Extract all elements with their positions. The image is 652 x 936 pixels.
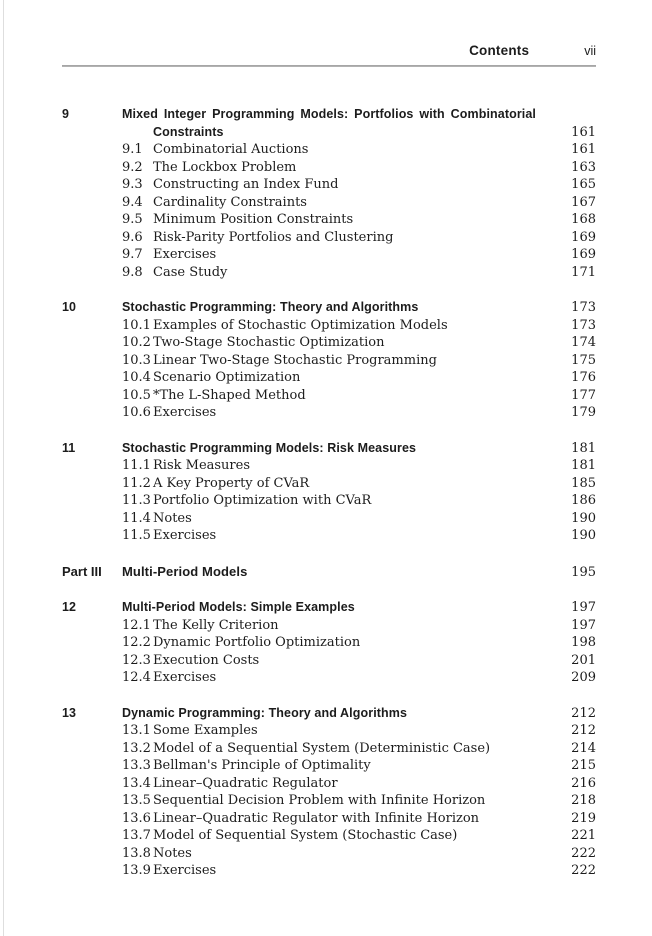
toc-section-row (62, 862, 596, 880)
section-number: 10.1 (122, 317, 151, 333)
section-number: 9.4 (122, 194, 143, 210)
toc-section-row (62, 775, 596, 793)
toc-section-row (62, 827, 596, 845)
section-title: Bellman's Principle of Optimality (153, 758, 371, 773)
toc-section-row (62, 492, 596, 510)
section-number: 13.1 (122, 723, 151, 738)
section-title: Sequential Decision Problem with Infinite Horizon (153, 793, 486, 808)
toc-section-row (62, 194, 596, 212)
part-label: Part III (62, 563, 102, 579)
section-page-number: 161 (571, 142, 596, 157)
toc-section-row (62, 246, 596, 264)
section-page-number: 169 (571, 247, 596, 262)
toc-section-row (62, 757, 596, 775)
section-title: Minimum Position Constraints (153, 212, 354, 227)
section-title: Exercises (153, 863, 217, 878)
chapter-title: Dynamic Programming: Theory and Algorithms (122, 705, 408, 720)
toc-chapter-heading-row (62, 440, 596, 458)
section-page-number: 185 (571, 475, 596, 491)
section-title: Exercises (153, 670, 217, 685)
section-number: 13.3 (122, 758, 151, 773)
toc-section-row (62, 475, 596, 493)
section-page-number: 165 (571, 177, 596, 192)
chapter-number: 12 (62, 600, 76, 614)
chapter-page-number: 197 (571, 600, 596, 615)
section-number: 9.8 (122, 264, 143, 280)
chapter-page-number: 161 (571, 124, 596, 140)
running-head-folio: vii (584, 44, 596, 58)
section-page-number: 175 (571, 352, 596, 368)
toc-section-row (62, 387, 596, 405)
chapter-page-number: 181 (571, 440, 596, 456)
section-number: 11.1 (122, 458, 151, 473)
section-page-number: 222 (571, 845, 596, 861)
part-title: Multi-Period Models (122, 563, 248, 579)
section-number: 9.6 (122, 229, 143, 245)
toc-section-row (62, 159, 596, 177)
section-number: 12.3 (122, 652, 151, 668)
section-number: 13.4 (122, 775, 151, 791)
part-page-number: 195 (571, 564, 596, 580)
toc-chapter-heading-row (62, 599, 596, 617)
section-title: Linear–Quadratic Regulator with Infinite Horizon (153, 810, 480, 826)
toc-section-row (62, 740, 596, 758)
section-page-number: 181 (571, 458, 596, 473)
section-title: Linear–Quadratic Regulator (153, 775, 338, 791)
table-of-contents (62, 106, 596, 880)
chapter-title-line-2: Constraints (153, 124, 224, 139)
section-page-number: 173 (571, 317, 596, 333)
section-page-number: 169 (571, 229, 596, 245)
section-number: 11.2 (122, 475, 151, 491)
toc-section-row (62, 669, 596, 687)
section-title: The Kelly Criterion (153, 617, 279, 633)
section-page-number: 219 (571, 810, 596, 826)
toc-section-row (62, 457, 596, 475)
section-title: Notes (153, 510, 192, 526)
section-title: The Lockbox Problem (153, 159, 297, 175)
chapter-title: Multi-Period Models: Simple Examples (122, 600, 355, 614)
section-number: 11.5 (122, 528, 151, 543)
header-rule (62, 65, 596, 67)
toc-section-row (62, 317, 596, 335)
section-number: 10.2 (122, 335, 151, 350)
section-number: 13.9 (122, 863, 151, 878)
section-title: A Key Property of CVaR (153, 475, 310, 491)
chapter-number: 9 (62, 107, 69, 121)
section-number: 13.6 (122, 810, 151, 826)
section-page-number: 171 (571, 264, 596, 280)
section-title: Portfolio Optimization with CVaR (153, 493, 372, 508)
section-page-number: 163 (571, 159, 596, 175)
toc-section-row (62, 810, 596, 828)
section-number: 9.5 (122, 212, 143, 227)
section-number: 12.4 (122, 670, 151, 685)
toc-section-row (62, 617, 596, 635)
toc-section-row (62, 845, 596, 863)
section-title: Linear Two-Stage Stochastic Programming (153, 352, 437, 368)
section-number: 9.7 (122, 247, 143, 262)
toc-section-row (62, 211, 596, 229)
section-number: 13.7 (122, 828, 151, 843)
section-number: 11.4 (122, 510, 151, 526)
chapter-title: Stochastic Programming: Theory and Algorithms (122, 300, 419, 314)
chapter-number: 10 (62, 300, 76, 314)
section-page-number: 190 (571, 510, 596, 526)
section-page-number: 201 (571, 652, 596, 668)
section-number: 10.3 (122, 352, 151, 368)
chapter-title (122, 106, 570, 141)
section-page-number: 190 (571, 528, 596, 543)
toc-section-row (62, 722, 596, 740)
section-page-number: 167 (571, 194, 596, 210)
section-title: Two-Stage Stochastic Optimization (153, 335, 385, 350)
section-number: 11.3 (122, 493, 151, 508)
running-head-title: Contents (469, 43, 530, 58)
toc-chapter-heading-row (62, 705, 596, 723)
section-title: Some Examples (153, 723, 258, 738)
section-page-number: 212 (571, 723, 596, 738)
toc-section-row (62, 141, 596, 159)
page-content (62, 0, 596, 898)
section-page-number: 198 (571, 635, 596, 650)
section-title: Execution Costs (153, 652, 260, 668)
section-number: 9.1 (122, 142, 143, 157)
section-number: 13.8 (122, 845, 151, 861)
toc-section-row (62, 229, 596, 247)
toc-section-row (62, 527, 596, 545)
section-page-number: 168 (571, 212, 596, 227)
toc-chapter-block (62, 106, 596, 281)
section-page-number: 197 (571, 617, 596, 633)
section-title: Risk-Parity Portfolios and Clustering (153, 229, 394, 245)
toc-section-row (62, 352, 596, 370)
toc-section-row (62, 369, 596, 387)
section-number: 10.4 (122, 370, 151, 385)
section-number: 9.3 (122, 177, 143, 192)
section-title: Exercises (153, 247, 217, 262)
running-head (62, 44, 596, 58)
section-title: Notes (153, 845, 192, 861)
chapter-title-line-1: Mixed Integer Programming Models: Portfolios with Combinatorial (122, 107, 536, 121)
section-page-number: 218 (571, 793, 596, 808)
section-page-number: 177 (571, 387, 596, 403)
section-title: Dynamic Portfolio Optimization (153, 635, 361, 650)
toc-chapter-block (62, 705, 596, 880)
section-title: Examples of Stochastic Optimization Models (153, 317, 448, 333)
section-title: Scenario Optimization (153, 370, 301, 385)
section-number: 10.6 (122, 405, 151, 420)
section-title: *The L-Shaped Method (153, 387, 306, 403)
section-title: Model of Sequential System (Stochastic Case) (153, 828, 458, 843)
chapter-number: 11 (62, 440, 76, 455)
chapter-page-number: 173 (571, 300, 596, 315)
section-page-number: 221 (571, 828, 596, 843)
toc-section-row (62, 264, 596, 282)
section-page-number: 176 (571, 370, 596, 385)
toc-section-row (62, 334, 596, 352)
toc-section-row (62, 792, 596, 810)
toc-chapter-block (62, 299, 596, 422)
section-title: Constructing an Index Fund (153, 177, 339, 192)
section-title: Exercises (153, 405, 217, 420)
section-number: 10.5 (122, 387, 151, 403)
section-page-number: 174 (571, 335, 596, 350)
chapter-page-number: 212 (571, 705, 596, 721)
section-title: Cardinality Constraints (153, 194, 307, 210)
section-page-number: 215 (571, 758, 596, 773)
section-title: Case Study (153, 264, 228, 280)
section-title: Risk Measures (153, 458, 251, 473)
section-page-number: 209 (571, 670, 596, 685)
section-page-number: 222 (571, 863, 596, 878)
toc-chapter-block (62, 599, 596, 687)
section-title: Exercises (153, 528, 217, 543)
toc-section-row (62, 404, 596, 422)
page-edge-line (3, 0, 4, 936)
toc-section-row (62, 176, 596, 194)
chapter-number: 13 (62, 705, 76, 720)
toc-chapter-block (62, 440, 596, 545)
toc-part-block (62, 563, 596, 582)
toc-section-row (62, 510, 596, 528)
chapter-title: Stochastic Programming Models: Risk Measures (122, 440, 417, 455)
section-number: 13.5 (122, 793, 151, 808)
toc-section-row (62, 634, 596, 652)
section-page-number: 214 (571, 740, 596, 756)
section-number: 12.2 (122, 635, 151, 650)
section-page-number: 179 (571, 405, 596, 420)
section-page-number: 186 (571, 493, 596, 508)
toc-section-row (62, 652, 596, 670)
toc-part-row (62, 563, 596, 582)
section-number: 9.2 (122, 159, 143, 175)
toc-chapter-heading-row (62, 299, 596, 317)
toc-chapter-heading-row (62, 106, 596, 141)
section-title: Combinatorial Auctions (153, 142, 309, 157)
section-title: Model of a Sequential System (Deterministic Case) (153, 740, 491, 756)
section-page-number: 216 (571, 775, 596, 791)
section-number: 13.2 (122, 740, 151, 756)
section-number: 12.1 (122, 617, 151, 633)
